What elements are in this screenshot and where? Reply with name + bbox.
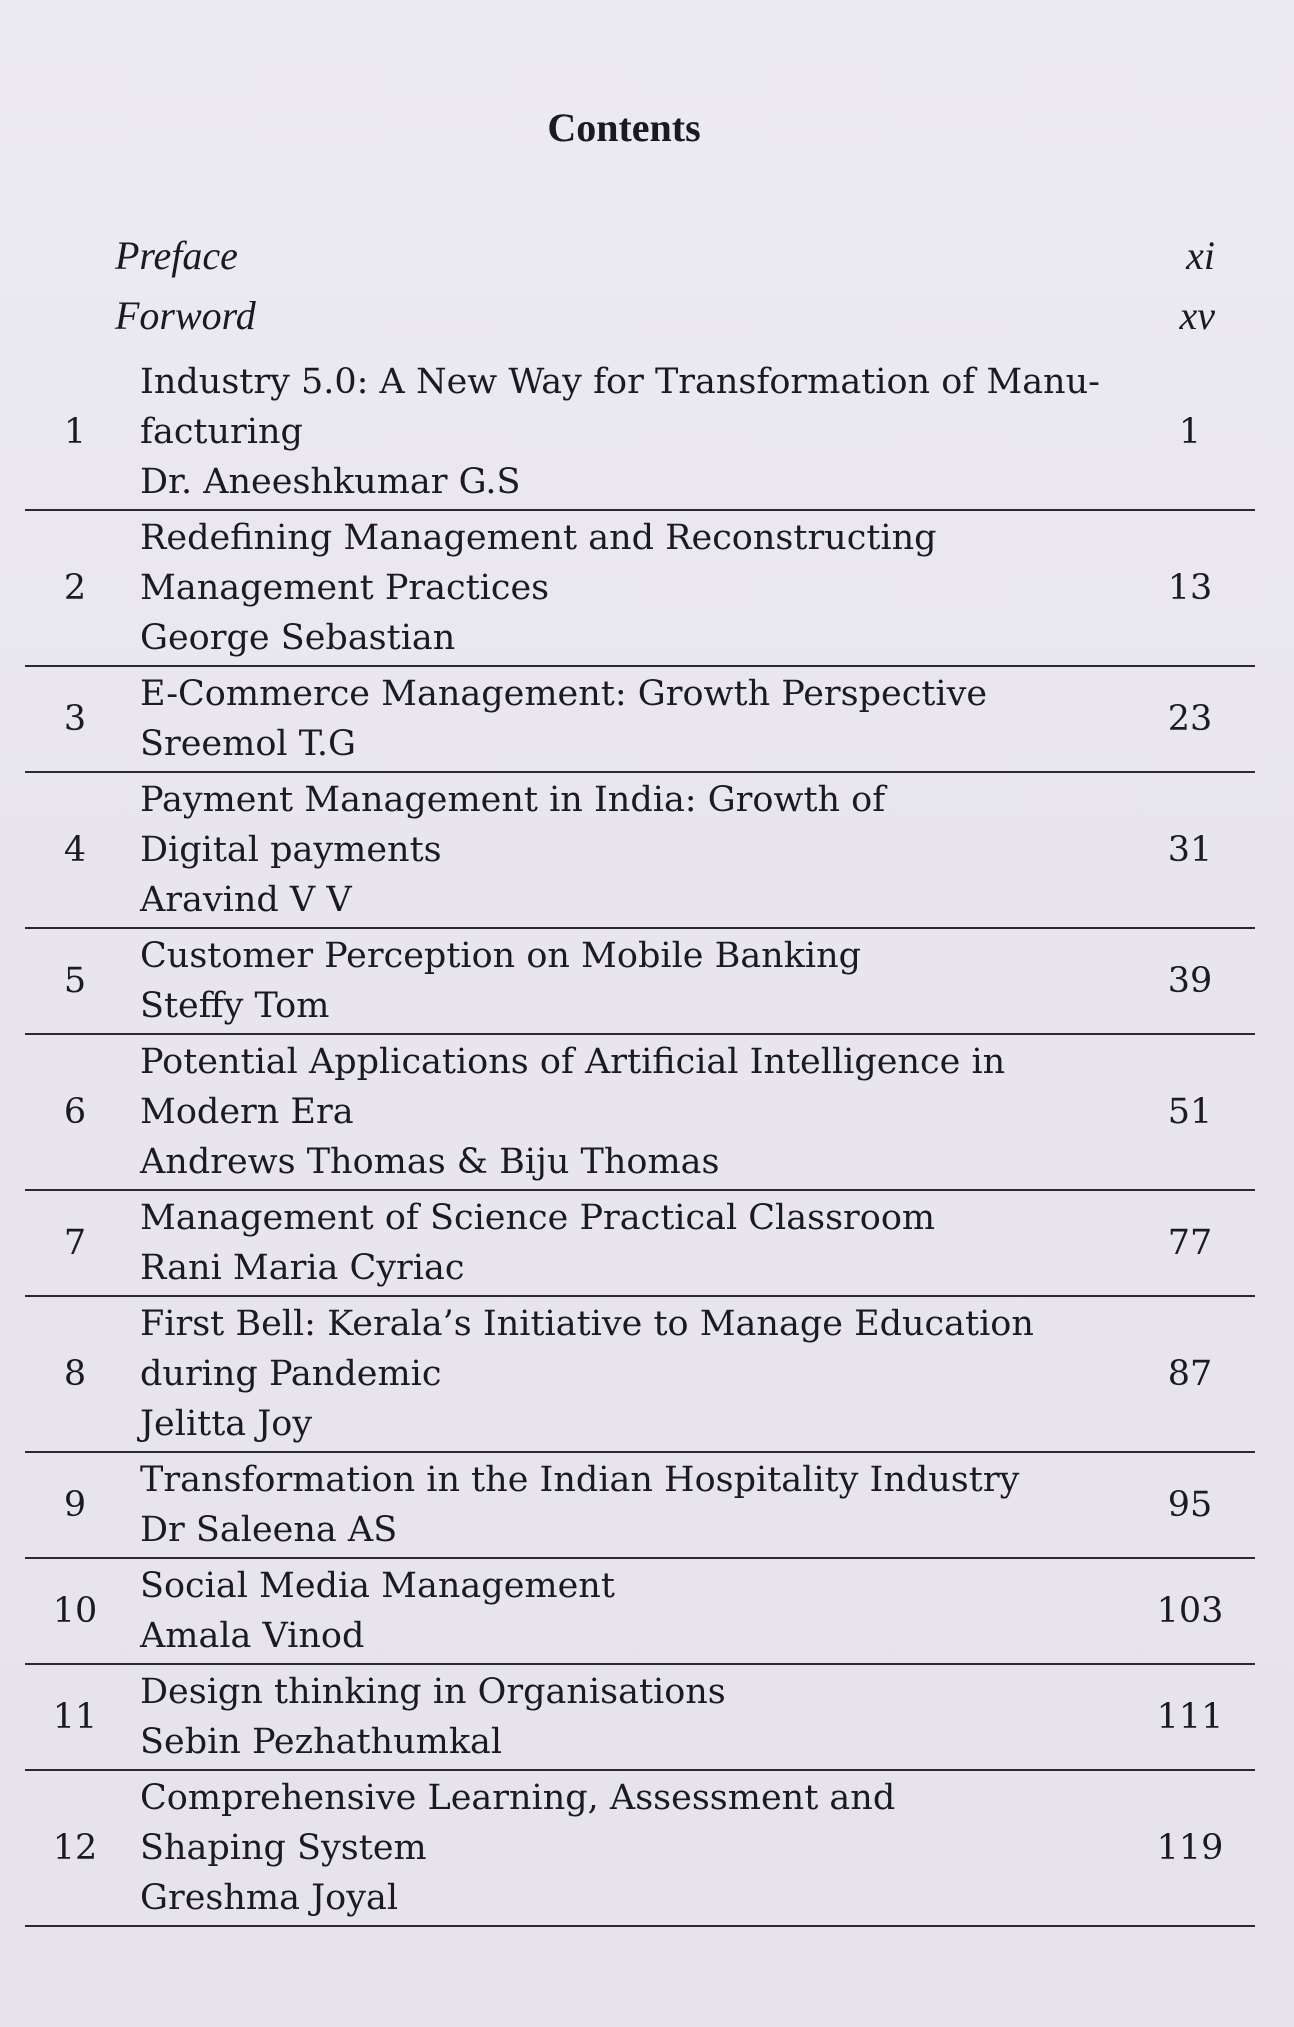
table-of-contents	[25, 355, 1255, 1927]
chapter-info	[125, 1771, 1125, 1925]
chapter-page-number: 39	[1167, 961, 1213, 1001]
chapter-page-number: 51	[1167, 1092, 1213, 1132]
chapter-author: Greshma Joyal	[140, 1878, 399, 1918]
toc-entry[interactable]	[25, 1297, 1255, 1453]
chapter-number: 8	[63, 1354, 87, 1394]
chapter-number: 5	[63, 961, 87, 1001]
chapter-number: 9	[63, 1485, 87, 1525]
chapter-info	[125, 1191, 1125, 1295]
toc-entry[interactable]	[25, 929, 1255, 1035]
chapter-page-number: 13	[1167, 568, 1213, 608]
toc-entry[interactable]	[25, 355, 1255, 511]
chapter-title-line: Transformation in the Indian Hospitality Industry	[140, 1460, 1020, 1500]
toc-entry[interactable]	[25, 1559, 1255, 1665]
chapter-author: Aravind V V	[140, 880, 352, 920]
chapter-author: Andrews Thomas & Biju Thomas	[140, 1142, 720, 1182]
chapter-info	[125, 1035, 1125, 1189]
chapter-page-number: 31	[1167, 830, 1213, 870]
front-matter-page: xv	[1179, 293, 1215, 338]
chapter-info	[125, 773, 1125, 927]
chapter-title-line: Design thinking in Organisations	[140, 1672, 726, 1712]
chapter-author: Rani Maria Cyriac	[140, 1248, 465, 1288]
chapter-number: 11	[52, 1697, 98, 1737]
chapter-author: Dr Saleena AS	[140, 1510, 398, 1550]
toc-entry[interactable]	[25, 1453, 1255, 1559]
chapter-page-number: 95	[1167, 1485, 1213, 1525]
chapter-number: 10	[52, 1591, 98, 1631]
chapter-number: 7	[63, 1223, 87, 1263]
chapter-number: 6	[63, 1092, 87, 1132]
chapter-title-line: Shaping System	[140, 1828, 427, 1868]
chapter-author: Amala Vinod	[140, 1616, 365, 1656]
chapter-info	[125, 1665, 1125, 1769]
chapter-info	[125, 1453, 1125, 1557]
chapter-page-number: 119	[1156, 1828, 1224, 1868]
toc-entry[interactable]	[25, 1191, 1255, 1297]
chapter-title-line: First Bell: Kerala’s Initiative to Manage Education	[140, 1304, 1034, 1344]
chapter-info	[125, 667, 1125, 771]
chapter-title-line: E-Commerce Management: Growth Perspective	[140, 674, 988, 714]
chapter-info	[125, 1559, 1125, 1663]
toc-entry[interactable]	[25, 1665, 1255, 1771]
chapter-author: Steffy Tom	[140, 986, 330, 1026]
chapter-title-line: Industry 5.0: A New Way for Transformation of Manu-	[140, 362, 1100, 402]
chapter-number: 3	[63, 699, 87, 739]
chapter-title-line: Modern Era	[140, 1092, 354, 1132]
chapter-title-line: Potential Applications of Artificial Intelligence in	[140, 1042, 1006, 1082]
chapter-title-line: facturing	[140, 412, 303, 452]
chapter-number: 4	[63, 830, 87, 870]
chapter-page-number: 1	[1178, 412, 1202, 452]
chapter-title-line: Redefining Management and Reconstructing	[140, 518, 937, 558]
chapter-page-number: 77	[1167, 1223, 1213, 1263]
chapter-author: Jelitta Joy	[140, 1404, 313, 1444]
chapter-info	[125, 511, 1125, 665]
chapter-number: 1	[63, 412, 87, 452]
chapter-number: 12	[52, 1828, 98, 1868]
chapter-info	[125, 355, 1125, 509]
page-title: Contents	[547, 105, 701, 150]
chapter-title-line: Payment Management in India: Growth of	[140, 780, 886, 820]
chapter-page-number: 87	[1167, 1354, 1213, 1394]
toc-entry[interactable]	[25, 1771, 1255, 1927]
chapter-page-number: 23	[1167, 699, 1213, 739]
chapter-author: George Sebastian	[140, 618, 456, 658]
chapter-title-line: Social Media Management	[140, 1566, 615, 1606]
chapter-title-line: Management of Science Practical Classroom	[140, 1198, 936, 1238]
chapter-title-line: Digital payments	[140, 830, 442, 870]
chapter-number: 2	[63, 568, 87, 608]
chapter-page-number: 103	[1156, 1591, 1224, 1631]
toc-entry[interactable]	[25, 1035, 1255, 1191]
toc-entry[interactable]	[25, 667, 1255, 773]
chapter-page-number: 111	[1156, 1697, 1224, 1737]
chapter-title-line: Comprehensive Learning, Assessment and	[140, 1778, 896, 1818]
chapter-title-line: during Pandemic	[140, 1354, 442, 1394]
chapter-author: Sebin Pezhathumkal	[140, 1722, 503, 1762]
chapter-info	[125, 1297, 1125, 1451]
toc-entry[interactable]	[25, 511, 1255, 667]
chapter-author: Dr. Aneeshkumar G.S	[140, 462, 521, 502]
chapter-title-line: Customer Perception on Mobile Banking	[140, 936, 862, 976]
front-matter-page: xi	[1186, 233, 1215, 278]
chapter-title-line: Management Practices	[140, 568, 550, 608]
front-matter-label: Forword	[115, 293, 256, 338]
toc-entry[interactable]	[25, 773, 1255, 929]
chapter-info	[125, 929, 1125, 1033]
chapter-author: Sreemol T.G	[140, 724, 356, 764]
front-matter-label: Preface	[115, 233, 238, 278]
